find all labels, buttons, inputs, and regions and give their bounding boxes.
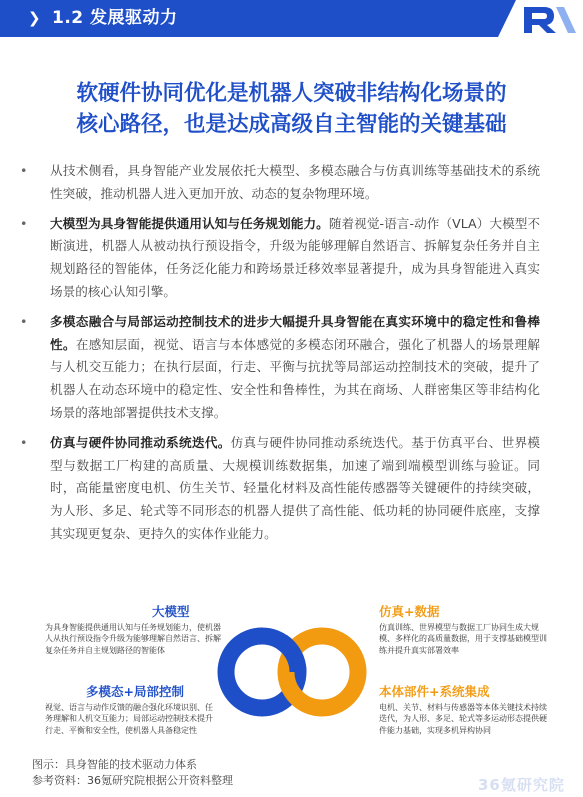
bullet-item: [20, 432, 541, 546]
bullet-dot-icon: •: [20, 313, 28, 329]
chevron-right-icon: ❯: [28, 9, 41, 27]
headline-line-2: 核心路径，也是达成高级自主智能的关键基础: [76, 112, 507, 137]
infinity-rings-graphic: [213, 624, 371, 720]
bullet-dot-icon: •: [20, 215, 28, 231]
headline-line-1: 软硬件协同优化是机器人突破非结构化场景的: [76, 81, 507, 106]
diagram-text-large-model: 为具身智能提供通用认知与任务规划能力，使机器人从执行预设指令升级为能够理解自然语言、拆解复杂任务并自主规划路径的智能体: [45, 623, 221, 655]
section-header-bar: [0, 0, 583, 37]
bullet-item: [20, 311, 541, 425]
bullet-item: [20, 160, 540, 206]
diagram-title-hardware: 本体部件+系统集成: [379, 684, 490, 699]
bullet-text: 从技术侧看，具身智能产业发展依托大模型、多模态融合与仿真训练等基础技术的系统性突破，推动机器人进入更加开放、动态的复杂物理环境。: [50, 163, 540, 201]
diagram-title-multimodal: 多模态+局部控制: [86, 684, 184, 699]
bullet-text: 在感知层面，视觉、语言与本体感觉的多模态闭环融合，强化了机器人的场景理解与人机交互能力；在执行层面，行走、平衡与抗扰等局部运动控制技术的突破，提升了机器人在动态环境中的稳定性、安全性和鲁棒性，为其在商场、人群密集区等非结构化场景的落地部署提供技术支撑。: [50, 336, 541, 420]
diagram-title-simulation: 仿真+数据: [379, 604, 440, 619]
bullet-item: [20, 213, 541, 304]
page-headline: [0, 78, 583, 140]
driver-diagram: [0, 598, 583, 758]
watermark: 36氪研究院: [478, 776, 565, 794]
bullet-dot-icon: •: [20, 434, 28, 450]
diagram-text-multimodal: 视觉、语言与动作反馈的融合强化环境识别、任务理解和人机交互能力；局部运动控制技术提升行走、平衡和安全性，使机器人具备稳定性: [45, 703, 213, 735]
diagram-title-large-model: 大模型: [152, 604, 190, 619]
bullet-lead: 多模态融合与局部运动控制技术的进步大幅提升具身智能在真实环境中的稳定性和鲁棒性。: [50, 313, 540, 352]
figure-source: 参考资料：36氪研究院根据公开资料整理: [32, 774, 233, 787]
section-title: 1.2 发展驱动力: [52, 8, 178, 28]
bullet-list: [20, 160, 541, 553]
bullet-lead: 大模型为具身智能提供通用认知与任务规划能力。: [50, 215, 329, 231]
figure-caption: 图示：具身智能的技术驱动力体系: [32, 758, 197, 771]
bullet-dot-icon: •: [20, 163, 28, 178]
36kr-r-logo-icon: [498, 0, 583, 37]
bullet-text: 随着视觉-语言-动作（VLA）大模型不断演进，机器人从被动执行预设指令，升级为能够理解自然语言、拆解复杂任务并自主规划路径的智能体，任务泛化能力和跨场景迁移效率显著提升，成为具身智能进入真实场景的核心认知引擎。: [50, 215, 541, 299]
bullet-lead: 仿真与硬件协同推动系统迭代。: [50, 434, 231, 450]
diagram-text-simulation: 仿真训练、世界模型与数据工厂协同生成大规模、多样化的高质量数据，用于支撑基础模型训练并提升真实部署效率: [379, 623, 547, 655]
diagram-text-hardware: 电机、关节、材料与传感器等本体关键技术持续迭代，为人形、多足、轮式等多运动形态提供硬件能力基础，实现多机异构协同: [379, 703, 547, 735]
bullet-text: 仿真与硬件协同推动系统迭代。基于仿真平台、世界模型与数据工厂构建的高质量、大规模训练数据集，加速了端到端模型训练与验证。同时，高能量密度电机、仿生关节、轻量化材料及高性能传感器等关键硬件的持续突破，为人形、多足、轮式等不同形态的机器人提供了高性能、低功耗的协同硬件底座，支撑其实现更复杂、更持久的实体作业能力。: [50, 434, 541, 541]
